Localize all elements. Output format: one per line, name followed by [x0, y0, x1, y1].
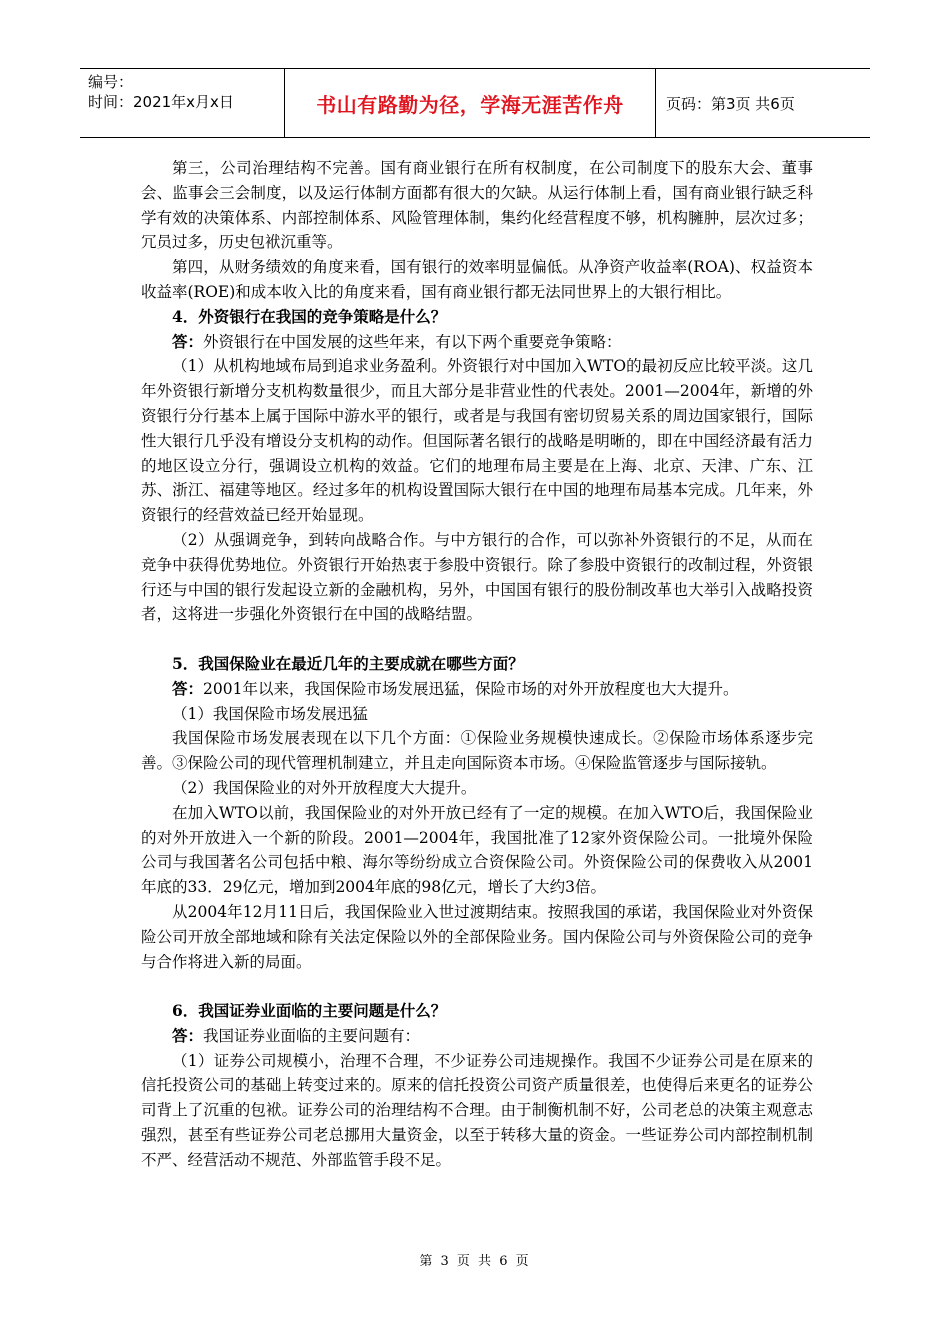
answer-5-detail-1: 我国保险市场发展表现在以下几个方面：①保险业务规模快速成长。②保险市场体系逐步完善。③保险公司的现代管理机制建立，并且走向国际资本市场。④保险监管逐步与国际接轨。	[141, 729, 813, 773]
question-6: 6．我国证券业面临的主要问题是什么？	[172, 1001, 447, 1021]
answer-4-point-2: （2）从强调竞争，到转向战略合作。与中方银行的合作，可以弥补外资银行的不足，从而在竞争中获得优势地位。外资银行开始热衷于参股中资银行。除了参股中资银行的改制过程，外资银行还与中国的银行发起设立新的金融机构，另外，中国国有银行的股份制改革也大举引入战略投资者，这将进一步强化外资银行在中国的战略结盟。	[141, 530, 813, 624]
page-info: 页码：第3页 共6页	[666, 94, 795, 113]
question-5: 5．我国保险业在最近几年的主要成就在哪些方面？	[172, 653, 524, 673]
answer-label: 答：	[172, 678, 204, 698]
paragraph-third: 第三，公司治理结构不完善。国有商业银行在所有权制度，在公司制度下的股东大会、董事会、监事会三会制度，以及运行体制方面都有很大的欠缺。从运行体制上看，国有商业银行缺乏科学有效的决策体系、内部控制体系、风险管理体制，集约化经营程度不够，机构臃肿，层次过多；冗员过多，历史包袱沉重等。	[141, 159, 813, 252]
answer-5	[141, 677, 813, 702]
number-label: 编号：	[88, 73, 134, 91]
header-table	[80, 68, 870, 138]
answer-4-text: 外资银行在中国发展的这些年来，有以下两个重要竞争策略：	[203, 332, 622, 351]
answer-6-point-1: （1）证券公司规模小，治理不合理，不少证券公司违规操作。我国不少证券公司是在原来的信托投资公司的基础上转变过来的。原来的信托投资公司资产质量很差，也使得后来更名的证券公司背上了沉重的包袱。证券公司的治理结构不合理。由于制衡机制不好，公司老总的决策主观意志强烈，甚至有些证券公司老总挪用大量资金，以至于转移大量的资金。一些证券公司内部控制机制不严、经营活动不规范、外部监管手段不足。	[141, 1051, 813, 1169]
page-footer: 第 3 页 共 6 页	[419, 1254, 531, 1269]
date-label: 时间：2021年x月x日	[88, 93, 234, 111]
answer-5-point-2: （2）我国保险业的对外开放程度大大提升。	[172, 778, 477, 797]
answer-5-point-1: （1）我国保险市场发展迅猛	[172, 704, 368, 723]
answer-5-detail-3: 从2004年12月11日后，我国保险业入世过渡期结束。按照我国的承诺，我国保险业对外资保险公司开放全部地域和除有关法定保险以外的全部保险业务。国内保险公司与外资保险公司的竞争与合作将进入新的局面。	[141, 902, 813, 971]
answer-6-text: 我国证券业面临的主要问题有：	[203, 1026, 421, 1045]
paragraph-fourth: 第四，从财务绩效的角度来看，国有银行的效率明显偏低。从净资产收益率(ROA)、权益资本收益率(ROE)和成本收入比的角度来看，国有商业银行都无法同世界上的大银行相比。	[141, 258, 813, 301]
document-body	[141, 156, 813, 1173]
spacer	[141, 974, 813, 999]
answer-4-point-1: （1）从机构地域布局到追求业务盈利。外资银行对中国加入WTO的最初反应比较平淡。这几年外资银行新增分支机构数量很少，而且大部分是非营业性的代表处。2001—2004年，新增的外资银行分行基本上属于国际中游水平的银行，或者是与我国有密切贸易关系的周边国家银行，国际性大银行几乎没有增设分支机构的动作。但国际著名银行的战略是明晰的，即在中国经济最有活力的地区设立分行，强调设立机构的效益。它们的地理布局主要是在上海、北京、天津、广东、江苏、浙江、福建等地区。经过多年的机构设置国际大银行在中国的地理布局基本完成。几年来，外资银行的经营效益已经开始显现。	[141, 357, 813, 525]
spacer	[141, 627, 813, 652]
answer-4	[141, 330, 813, 355]
answer-5-detail-2: 在加入WTO以前，我国保险业的对外开放已经有了一定的规模。在加入WTO后，我国保险业的对外开放进入一个新的阶段。2001—2004年，我国批准了12家外资保险公司。一批境外保险公司与我国著名公司包括中粮、海尔等纷纷成立合资保险公司。外资保险公司的保费收入从2001年底的33．29亿元，增加到2004年底的98亿元，增长了大约3倍。	[141, 803, 813, 897]
answer-6	[141, 1024, 813, 1049]
answer-5-text: 2001年以来，我国保险市场发展迅猛，保险市场的对外开放程度也大大提升。	[203, 679, 739, 698]
answer-label: 答：	[172, 331, 204, 351]
header-left-cell	[80, 69, 284, 137]
motto: 书山有路勤为径，学海无涯苦作舟	[284, 69, 656, 137]
question-4: 4．外资银行在我国的竞争策略是什么？	[172, 306, 447, 326]
answer-label: 答：	[172, 1025, 204, 1045]
